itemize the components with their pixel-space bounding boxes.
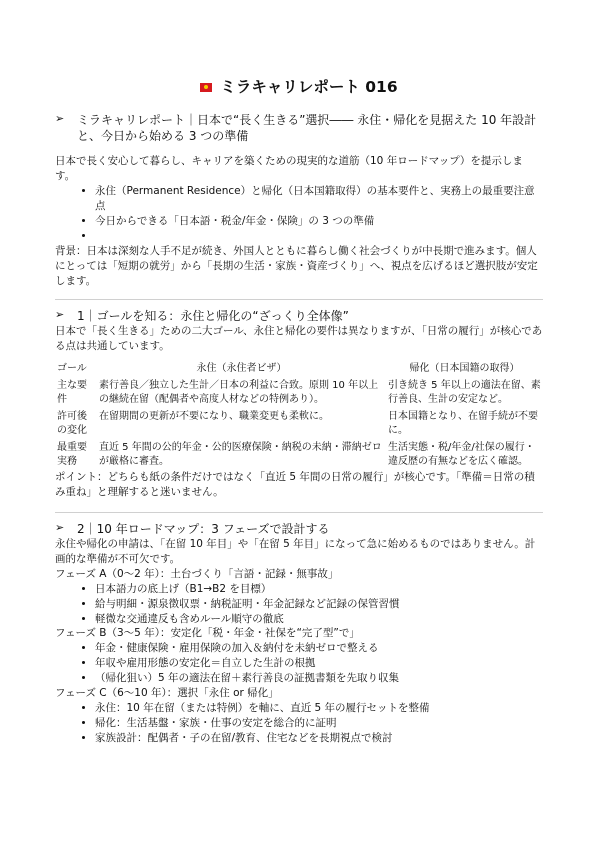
table-cell: 許可後の変化 [57, 411, 87, 436]
intro-bullet-empty [95, 229, 543, 244]
report-title [55, 76, 543, 98]
section2-heading-text: 2｜10 年ロードマップ：3 フェーズで設計する [77, 521, 330, 536]
intro-bullet-list [55, 184, 543, 244]
table-row [55, 439, 543, 470]
arrow-bullet-icon: ➢ [55, 520, 65, 534]
phase-item: • 軽微な交通違反も含めルール順守の徹底 [95, 612, 543, 627]
report-title-text: ミラキャリレポート 016 [220, 78, 398, 96]
comparison-table [55, 360, 543, 471]
table-row [55, 408, 543, 439]
table-header-naturalization: 帰化（日本国籍の取得） [409, 362, 520, 374]
phase-item: • 帰化：生活基盤・家族・仕事の安定を総合的に証明 [95, 716, 543, 731]
phase-item: • 家族設計：配偶者・子の在留/教育、住宅などを長期視点で検討 [95, 731, 543, 746]
vietnam-flag-icon [200, 83, 212, 92]
section1-heading [55, 308, 543, 324]
table-cell: 素行善良／独立した生計／日本の利益に合致。原則 10 年以上の継続在留（配偶者や高度人材などの特例あり）。 [99, 380, 379, 405]
phase-item-list [55, 582, 543, 627]
table-cell: 直近 5 年間の公的年金・公的医療保険・納税の未納・滞納ゼロが厳格に審査。 [99, 442, 382, 467]
section2-lead: 永住や帰化の申請は、「在留 10 年目」や「在留 5 年目」になって急に始めるものではありません。計画的な準備が不可欠です。 [55, 538, 536, 565]
section-divider [55, 299, 543, 300]
intro-bullet: • 今日からできる「日本語・税金/年金・保険」の 3 つの準備 [95, 214, 543, 229]
phase-item: • 永住：10 年在留（または特例）を軸に、直近 5 年の履行セットを整備 [95, 701, 543, 716]
table-cell: 日本国籍となり、在留手続が不要に。 [388, 411, 538, 436]
phase-label: フェーズ B（3〜5 年）：安定化「税・年金・社保を“完了型”で」 [55, 627, 360, 640]
arrow-bullet-icon: ➢ [55, 307, 65, 321]
section1-heading-text: 1｜ゴールを知る：永住と帰化の“ざっくり全体像” [77, 308, 349, 323]
table-cell: 主な要件 [57, 380, 87, 405]
document-page [55, 76, 543, 746]
table-cell: 引き続き 5 年以上の適法在留、素行善良、生計の安定など。 [388, 380, 541, 405]
arrow-bullet-icon: ➢ [55, 112, 65, 125]
table-header-permanent: 永住（永住者ビザ） [196, 362, 287, 374]
section1-point: ポイント：どちらも紙の条件だけではなく「直近 5 年間の日常の履行」が核心です。「準備＝日常の積み重ね」と理解すると迷いません。 [55, 471, 535, 498]
table-header-goal: ゴール [57, 362, 87, 374]
intro-bullet: • 永住（Permanent Residence）と帰化（日本国籍取得）の基本要件と、実務上の最重要注意点 [95, 184, 543, 214]
section2-heading [55, 521, 543, 537]
phase-item: • 年収や雇用形態の安定化＝自立した生計の根拠 [95, 656, 543, 671]
phase-item-list [55, 641, 543, 686]
intro-lead: 日本で長く安心して暮らし、キャリアを築くための現実的な道筋（10 年ロードマップ）を提示します。 [55, 155, 523, 183]
headline [55, 112, 543, 144]
phase-label: フェーズ C（6〜10 年）：選択「永住 or 帰化」 [55, 687, 279, 700]
phase-label: フェーズ A（0〜2 年）：土台づくり「言語・記録・無事故」 [55, 567, 339, 580]
background-paragraph: 背景：日本は深刻な人手不足が続き、外国人とともに暮らし働く社会づくりが中長期で進みます。個人にとっては「短期の就労」から「長期の生活・家族・資産づくり」へ、視点を広げるほど選択肢が安定します。 [55, 244, 538, 287]
table-cell: 最重要実務 [57, 442, 87, 467]
section1-lead: 日本で「長く生きる」ための二大ゴール、永住と帰化の要件は異なりますが、「日常の履行」が核心である点は共通しています。 [55, 324, 543, 352]
phase-item: • 年金・健康保険・雇用保険の加入＆納付を未納ゼロで整える [95, 641, 543, 656]
phase-item: • 給与明細・源泉徴収票・納税証明・年金記録など記録の保管習慣 [95, 597, 543, 612]
headline-text: ミラキャリレポート｜日本で“長く生きる”選択―― 永住・帰化を見据えた 10 年設計と、今日から始める 3 つの準備 [77, 113, 537, 144]
table-row [55, 377, 543, 408]
section-divider [55, 512, 543, 513]
table-header-row [55, 360, 543, 378]
table-cell: 在留期間の更新が不要になり、職業変更も柔軟に。 [99, 411, 329, 423]
phase-item: • （帰化狙い）5 年の適法在留＋素行善良の証拠書類を先取り収集 [95, 671, 543, 686]
phase-item: • 日本語力の底上げ（B1→B2 を目標） [95, 582, 543, 597]
phase-item-list [55, 701, 543, 746]
table-cell: 生活実態・税/年金/社保の履行・違反歴の有無などを広く確認。 [388, 442, 535, 467]
